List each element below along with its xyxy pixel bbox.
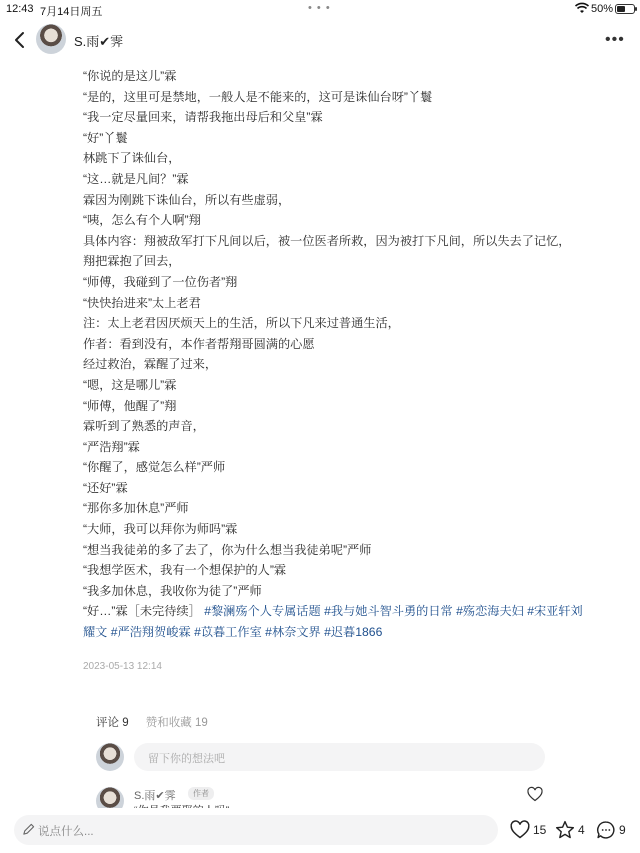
post-line: “我一定尽量回来，请帮我拖出母后和父皇”霖 (83, 110, 323, 125)
post-line: “好”丫鬟 (83, 130, 128, 145)
author-badge: 作者 (188, 787, 214, 800)
likes-collects-count[interactable]: 赞和收藏 19 (145, 717, 208, 729)
status-bar (0, 0, 640, 18)
pencil-icon (22, 823, 35, 836)
post-line: 林跳下了诛仙台， (83, 151, 181, 166)
post-line: “师傅，他醒了”翔 (83, 398, 177, 413)
hashtag-link[interactable]: #黎澜殇个人专属话题 (204, 604, 321, 619)
comment-count: 9 (619, 823, 626, 837)
post-line: “我多加休息，我收你为徒了”严师 (83, 583, 262, 598)
comment-like-icon[interactable] (527, 787, 543, 802)
multitask-dots-icon[interactable]: • • • (308, 2, 331, 14)
post-line: “是的，这里可是禁地，一般人是不能来的，这可是诛仙台呀”丫鬟 (83, 89, 433, 104)
back-icon[interactable] (10, 27, 30, 53)
post-line: “快快抬进来”太上老君 (83, 295, 201, 310)
post-tags (83, 601, 583, 642)
post-line: 注：太上老君因厌烦天上的生活，所以下凡来过普通生活， (83, 316, 400, 331)
status-date: 7月14日周五 (40, 6, 103, 18)
post-line: 翔把霖抱了回去， (83, 254, 181, 269)
post-line: “师傅，我碰到了一位伤者”翔 (83, 274, 238, 289)
hashtag-link[interactable]: #林奈文界 (265, 625, 321, 640)
author-avatar[interactable] (36, 24, 66, 54)
bottom-bar (0, 808, 640, 853)
post-line: 作者：看到没有，本作者帮翔哥圆满的心愿 (83, 336, 315, 351)
more-options-icon[interactable]: ••• (605, 31, 625, 48)
post-line: “你醒了，感觉怎么样”严师 (83, 460, 226, 475)
post-header (0, 22, 640, 58)
hashtag-link[interactable]: #迟暮1866 (324, 625, 383, 640)
post-line: “我想学医术，我有一个想保护的人”霖 (83, 563, 287, 578)
post-content (83, 66, 583, 672)
post-ending: “好…”霖［未完待续］ (83, 604, 201, 619)
post-line: 霖因为刚跳下诛仙台，所以有些虚弱， (83, 192, 291, 207)
hashtag-link[interactable]: #严浩翔贺峻霖 (110, 625, 191, 640)
post-line: “咦，怎么有个人啊”翔 (83, 213, 201, 228)
collect-count: 4 (578, 823, 585, 837)
bottom-input-placeholder: 说点什么... (38, 826, 94, 838)
current-user-avatar (96, 743, 124, 771)
comments-count[interactable]: 评论 9 (96, 717, 129, 729)
post-line: “想当我徒弟的多了去了，你为什么想当我徒弟呢”严师 (83, 542, 372, 557)
comments-header (96, 714, 208, 730)
star-icon (555, 820, 575, 840)
post-line: “嗯，这是哪儿”霖 (83, 377, 177, 392)
post-line: 经过救治，霖醒了过来， (83, 357, 218, 372)
like-count: 15 (533, 823, 547, 837)
post-line: “你说的是这儿”霖 (83, 69, 177, 83)
commenter-name[interactable]: S.雨✔霁 (134, 790, 176, 802)
post-line: “严浩翔”霖 (83, 439, 140, 454)
hashtag-link[interactable]: #宋亚轩刘耀文 (83, 604, 583, 640)
hashtag-link[interactable]: #苡暮工作室 (194, 625, 262, 640)
post-line: “还好”霖 (83, 480, 128, 495)
post-date: 2023-05-13 12:14 (83, 660, 162, 672)
post-line: 具体内容：翔被敌军打下凡间以后，被一位医者所救，因为被打下凡间，所以失去了记忆， (83, 233, 571, 248)
comment-input[interactable]: 留下你的想法吧 (134, 743, 545, 771)
comment-bubble-icon (596, 820, 616, 840)
battery-icon (615, 4, 635, 14)
bottom-comment-input[interactable] (14, 815, 498, 845)
battery-percentage: 50% (591, 3, 614, 15)
author-name[interactable]: S.雨✔霁 (74, 34, 124, 49)
hashtag-link[interactable]: #殇恋海夫妇 (456, 604, 524, 619)
wifi-icon (575, 2, 589, 17)
post-line: “那你多加休息”严师 (83, 501, 189, 516)
post-line: “这…就是凡间？”霖 (83, 171, 189, 186)
post-line: “大师，我可以拜你为师吗”霖 (83, 522, 238, 537)
post-line: 霖听到了熟悉的声音， (83, 419, 205, 434)
hashtag-link[interactable]: #我与她斗智斗勇的日常 (324, 604, 453, 619)
status-time: 12:43 (6, 3, 34, 15)
heart-icon (510, 820, 530, 840)
post-text (83, 66, 583, 601)
